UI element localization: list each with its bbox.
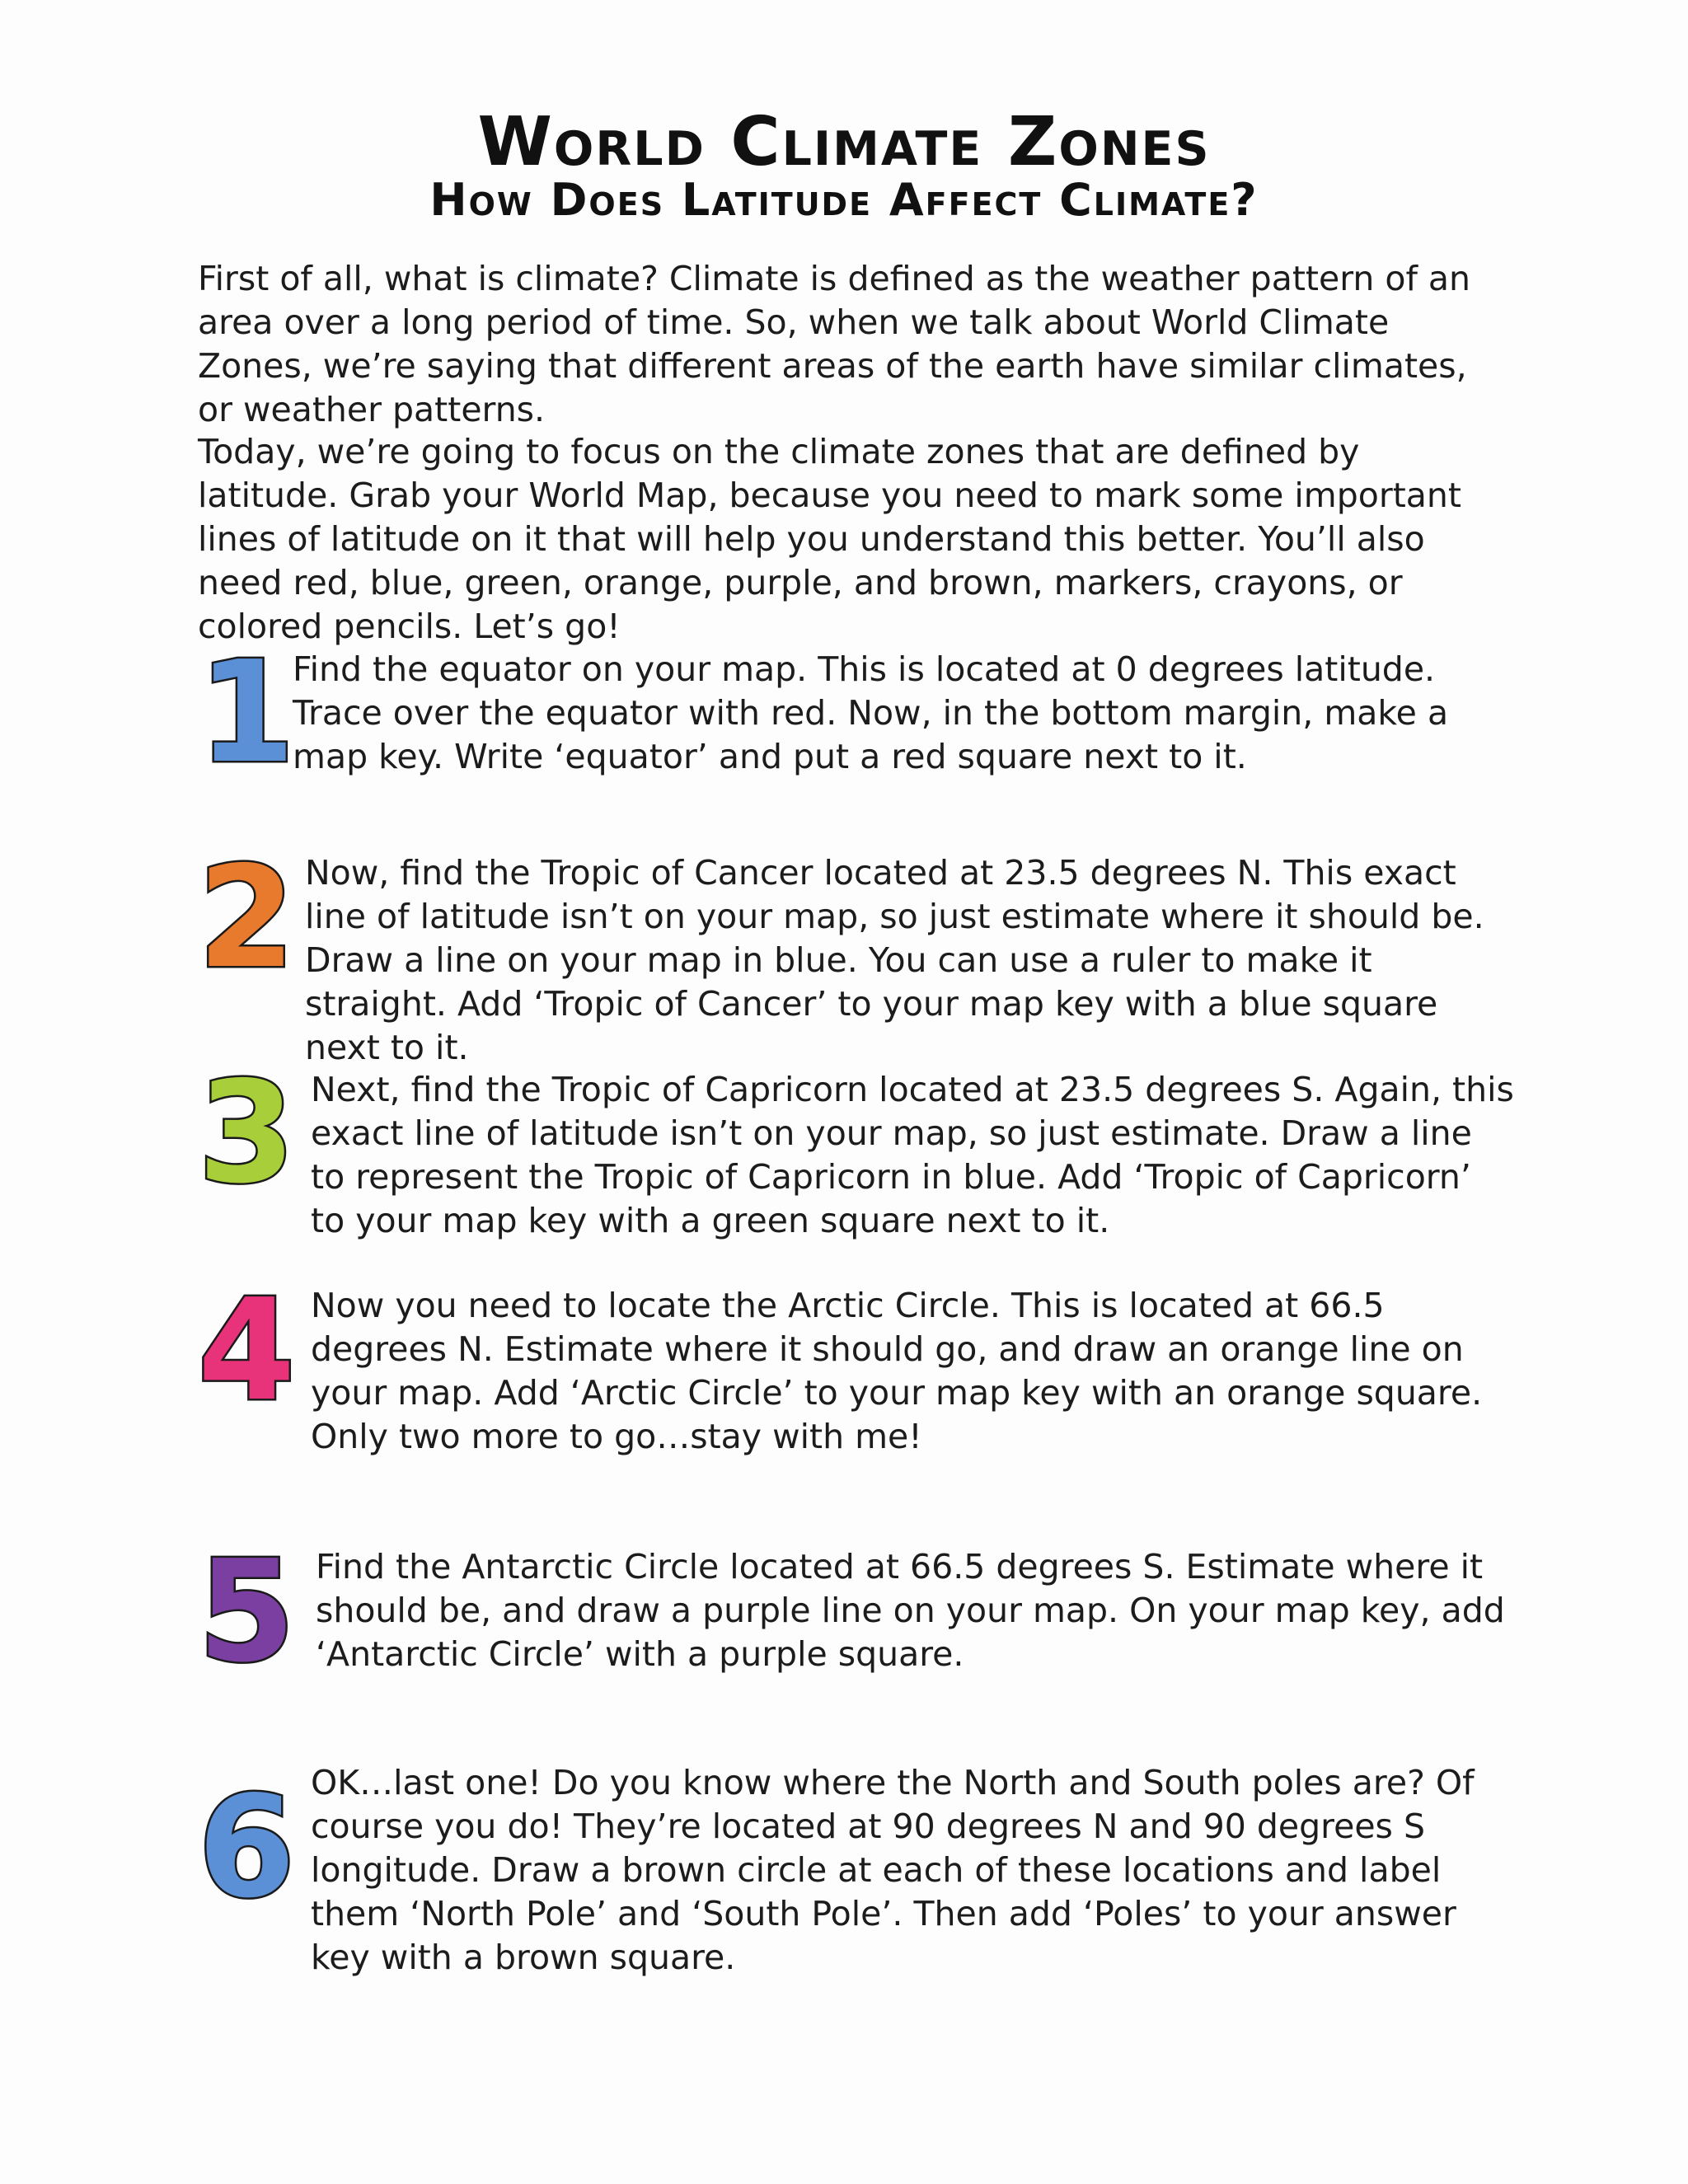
step-number: 3 <box>198 1052 296 1215</box>
step-text: Find the Antarctic Circle located at 66.5 degrees S. Estimate where it should be, and draw a purple line on your map. On your map key, add ‘Antarctic Circle’ with a purple square. <box>316 1547 1505 1674</box>
intro-paragraph: Today, we’re going to focus on the climate zones that are defined by latitude. Grab your World Map, because you need to mark some important lines of latitude on it that will help you understand this better. You’ll also need red, blue, green, orange, purple, and brown, markers, crayons, or colored pencils. Let’s go! <box>198 432 1461 646</box>
step-text: Now you need to locate the Arctic Circle. This is located at 66.5 degrees N. Estimate where it should go, and draw an orange line on your map. Add ‘Arctic Circle’ to your map key with an orange square. Only two more to go…stay with me! <box>311 1286 1483 1456</box>
step-text: Next, find the Tropic of Capricorn located at 23.5 degrees S. Again, this exact line of latitude isn’t on your map, so just estimate. Draw a line to represent the Tropic of Capricorn in blue. Add ‘Tropic of Capricorn’ to your map key with a green square next to it. <box>311 1070 1514 1240</box>
page-subtitle: How Does Latitude Affect Climate? <box>429 174 1259 226</box>
step-number: 4 <box>198 1269 296 1432</box>
intro-paragraph: First of all, what is climate? Climate is defined as the weather pattern of an area over a long period of time. So, when we talk about World Climate Zones, we’re saying that different areas of the earth have similar climates, or weather patterns. <box>198 259 1471 429</box>
step-text: Find the equator on your map. This is located at 0 degrees latitude. Trace over the equator with red. Now, in the bottom margin, make a map key. Write ‘equator’ and put a red square next to it. <box>293 649 1449 776</box>
page-title: World Climate Zones <box>477 103 1211 181</box>
step-text: Now, find the Tropic of Cancer located at 23.5 degrees N. This exact line of latitude isn’t on your map, so just estimate where it should be. Draw a line on your map in blue. You can use a ruler to make it straight. Add ‘Tropic of Cancer’ to your map key with a blue square next to it. <box>305 853 1484 1067</box>
step-number: 6 <box>198 1766 296 1929</box>
step-text: OK…last one! Do you know where the North and South poles are? Of course you do! They’re located at 90 degrees N and 90 degrees S longitude. Draw a brown circle at each of these locations and label them ‘North Pole’ and ‘South Pole’. Then add ‘Poles’ to your answer key with a brown square. <box>311 1763 1475 1977</box>
step-number: 1 <box>198 631 296 794</box>
step-number: 2 <box>198 837 296 1000</box>
step-number: 5 <box>198 1530 296 1694</box>
